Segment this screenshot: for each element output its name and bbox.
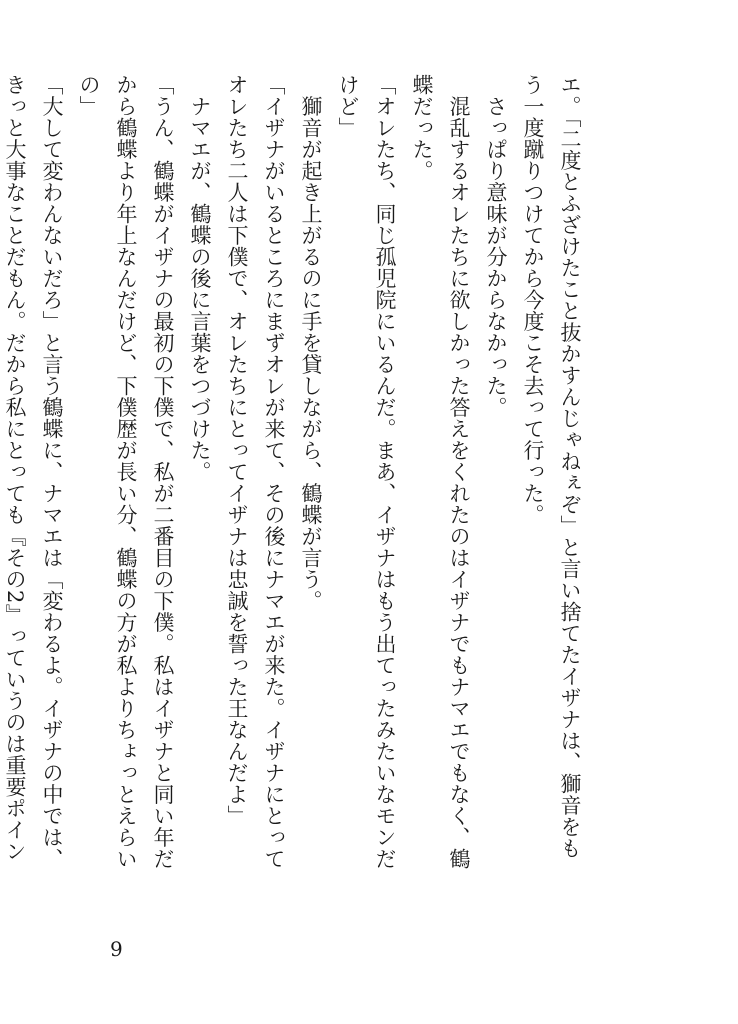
paragraph: 「大して変わんないだろ」と言う鶴蝶に、ナマエは「変わるよ。イザナの中では、きっと大事なことだもん。だから私にとっても『その2』っていうのは重要ポイン — [3, 74, 64, 870]
page-number: 9 — [110, 937, 123, 961]
paragraph: さっぱり意味が分からなかった。 — [484, 74, 508, 418]
paragraph-text: 獅音が起き上がるのに手を貸しながら、鶴蝶が言う。 — [299, 95, 323, 612]
paragraph: 「うん、鶴蝶がイザナの最初の下僕で、私が二番目の下僕。私はイザナと同い年だから鶴蝶より年上なんだけど、下僕歴が長い分、鶴蝶の方が私よりちょっとえらいの」 — [77, 74, 175, 870]
paragraph: エ。「二度とふざけたこと抜かすんじゃねぇぞ」と言い捨てたイザナは、獅音をもう一度蹴りつけてから今度こそ去って行った。 — [521, 74, 582, 859]
paragraph — [181, 74, 218, 874]
paragraph — [292, 74, 329, 874]
paragraph: 混乱するオレたちに欲しかった答えをくれたのはイザナでもナマエでもなく、鶴蝶だった。 — [410, 74, 471, 870]
paragraph: 「イザナがいるところにまずオレが来て、その後にナマエが来た。イザナにとってオレたち二人は下僕で、オレたちにとってイザナは忠誠を誓った王なんだよ」 — [225, 74, 286, 870]
paragraph-text: ナマエが、鶴蝶の後に言葉をつづけた。 — [188, 95, 212, 483]
body-text — [3, 74, 588, 874]
paragraph: 「オレたち、同じ孤児院にいるんだ。まあ、イザナはもう出てったみたいなモンだけど」 — [336, 74, 397, 870]
